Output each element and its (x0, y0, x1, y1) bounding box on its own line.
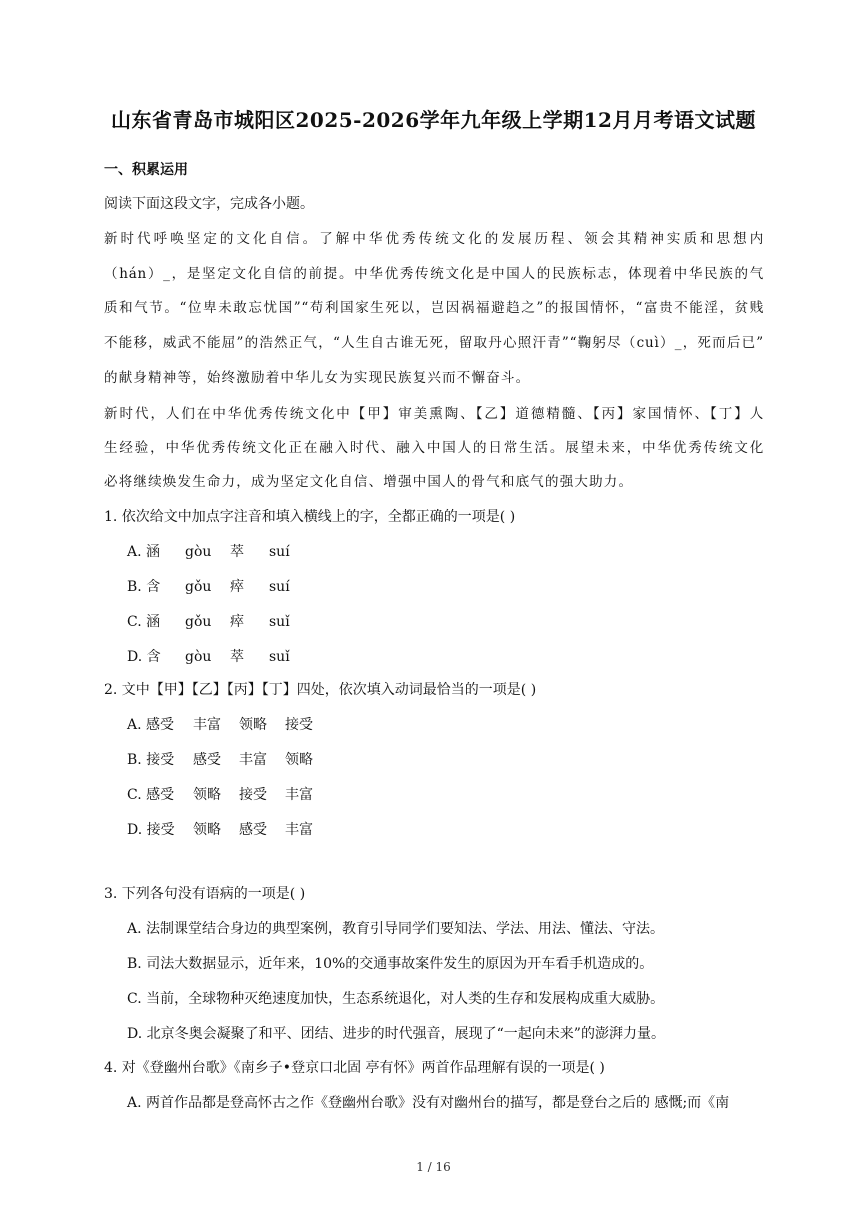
section-heading: 一、积累运用 (104, 162, 188, 178)
option-cell: 领略 (193, 787, 221, 803)
passage-line: 不能移，威武不能屈”的浩然正气，“人生自古谁无死，留取丹心照汗青”“鞠躬尽（cuì）_，死而后已” (104, 335, 764, 351)
option-cell: suǐ (269, 649, 290, 665)
option-cell: 丰富 (285, 787, 313, 803)
option-cell: gòu (185, 649, 212, 665)
option-cell: 接受 (285, 717, 313, 733)
option-line: A. 法制课堂结合身边的典型案例，教育引导同学们要知法、学法、用法、懂法、守法。 (127, 921, 665, 937)
option-cell: 感受 (239, 822, 267, 838)
option-cell: suǐ (269, 614, 290, 630)
option-cell: D. 含 (127, 649, 161, 665)
option-cell: C. 涵 (127, 614, 161, 630)
passage-line: 质和气节。“位卑未敢忘忧国”“苟利国家生死以，岂因祸福避趋之”的报国情怀，“富贵不能淫，贫贱 (104, 300, 764, 316)
passage-line: 生经验，中华优秀传统文化正在融入时代、融入中国人的日常生活。展望未来，中华优秀传统文化 (104, 440, 764, 456)
option-cell: gǒu (185, 579, 212, 595)
option-cell: A. 涵 (127, 544, 161, 560)
passage-line: 必将继续焕发生命力，成为坚定文化自信、增强中国人的骨气和底气的强大助力。 (104, 474, 634, 490)
option-row (127, 647, 290, 667)
question-stem: 3. 下列各句没有语病的一项是( ) (104, 886, 306, 902)
page-number: 1 / 16 (416, 1160, 451, 1174)
option-line: D. 北京冬奥会凝聚了和平、团结、进步的时代强音，展现了“一起向未来”的澎湃力量。 (127, 1026, 665, 1042)
option-cell: suí (269, 579, 290, 595)
passage-line: 新时代，人们在中华优秀传统文化中【甲】审美熏陶、【乙】道德精髓、【丙】家国情怀、【丁】人 (104, 406, 764, 422)
option-cell: 丰富 (239, 752, 267, 768)
document-title: 山东省青岛市城阳区2025-2026学年九年级上学期12月月考语文试题 (111, 108, 756, 132)
option-cell: C. 感受 (127, 787, 175, 803)
option-row (127, 785, 313, 805)
option-line: B. 司法大数据显示，近年来，10%的交通事故案件发生的原因为开车看手机造成的。 (127, 956, 654, 972)
option-cell: 丰富 (193, 717, 221, 733)
option-cell: gǒu (185, 614, 212, 630)
option-row (127, 750, 313, 770)
passage-line: （hán）_，是坚定文化自信的前提。中华优秀传统文化是中国人的民族标志，体现着中华民族的气 (104, 266, 764, 282)
option-cell: 萃 (230, 649, 244, 665)
passage-line: 新时代呼唤坚定的文化自信。了解中华优秀传统文化的发展历程、领会其精神实质和思想内 (104, 231, 764, 247)
option-cell: suí (269, 544, 290, 560)
option-cell: D. 接受 (127, 822, 175, 838)
intro-text: 阅读下面这段文字，完成各小题。 (104, 196, 314, 212)
option-row (127, 715, 313, 735)
option-cell: 瘁 (230, 614, 244, 630)
option-row (127, 577, 290, 597)
option-cell: 领略 (285, 752, 313, 768)
option-row (127, 820, 313, 840)
option-cell: 瘁 (230, 579, 244, 595)
option-cell: gòu (185, 544, 212, 560)
option-cell: 领略 (239, 717, 267, 733)
option-cell: 感受 (193, 752, 221, 768)
option-row (127, 542, 290, 562)
option-cell: B. 接受 (127, 752, 175, 768)
question-stem: 4. 对《登幽州台歌》《南乡子•登京口北固 亭有怀》两首作品理解有误的一项是( ) (104, 1060, 605, 1076)
option-cell: 萃 (230, 544, 244, 560)
question-stem: 2. 文中【甲】【乙】【丙】【丁】四处，依次填入动词最恰当的一项是( ) (104, 682, 537, 698)
option-cell: 丰富 (285, 822, 313, 838)
option-cell: 接受 (239, 787, 267, 803)
option-cell: 领略 (193, 822, 221, 838)
option-line: C. 当前，全球物种灭绝速度加快，生态系统退化，对人类的生存和发展构成重大威胁。 (127, 991, 665, 1007)
passage-line: 的献身精神等，始终激励着中华儿女为实现民族复兴而不懈奋斗。 (104, 370, 531, 386)
option-line: A. 两首作品都是登高怀古之作《登幽州台歌》没有对幽州台的描写，都是登台之后的 感慨;而《南 (127, 1095, 730, 1111)
option-cell: B. 含 (127, 579, 161, 595)
question-stem: 1. 依次给文中加点字注音和填入横线上的字，全都正确的一项是( ) (104, 509, 516, 525)
option-row (127, 612, 290, 632)
option-cell: A. 感受 (127, 717, 175, 733)
